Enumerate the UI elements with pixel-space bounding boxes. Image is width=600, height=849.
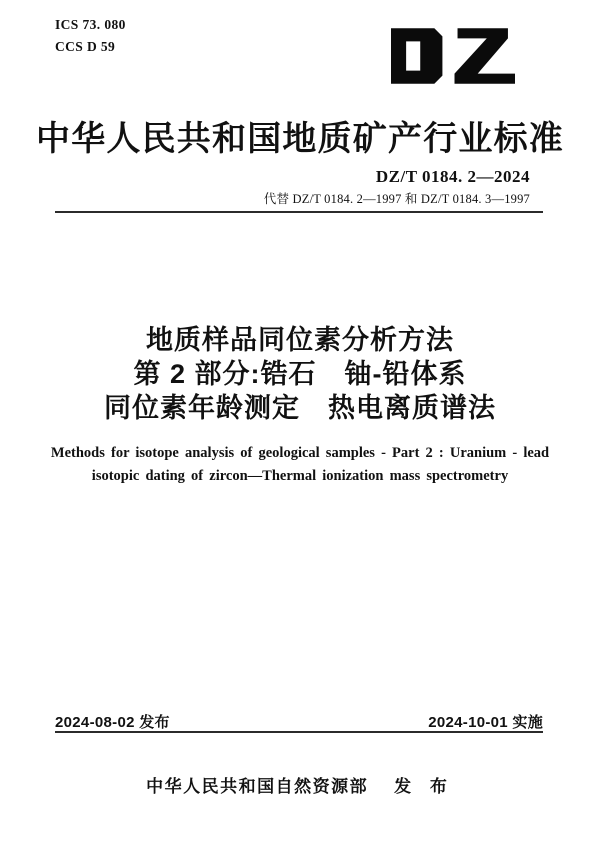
implementation-date: 2024-10-01 实施 [428,714,543,731]
ccs-code: CCS D 59 [55,39,116,54]
standard-number: DZ/T 0184. 2—2024 [375,167,530,186]
dz-logo-icon [391,27,515,85]
publisher-row [0,772,600,797]
document-title-cn [0,323,600,425]
replaces-note: 代替 DZ/T 0184. 2—1997 和 DZ/T 0184. 3—1997 [263,192,530,206]
title-cn-line-2: 第 2 部分:锆石 铀-铅体系 [133,359,467,389]
title-en-line-1: Methods for isotope analysis of geological samples - Part 2 : Uranium - lead [50,445,550,461]
bottom-divider [55,731,543,733]
publisher-name: 中华人民共和国自然资源部 [146,777,369,796]
title-cn-line-1: 地质样品同位素分析方法 [146,325,454,355]
title-cn-line-3: 同位素年龄测定 热电离质谱法 [104,393,496,423]
top-divider [55,211,543,213]
title-en-line-2: isotopic dating of zircon—Thermal ionization mass spectrometry [91,468,509,484]
issue-date: 2024-08-02 发布 [55,714,170,731]
document-title-en [0,442,600,488]
ics-code: ICS 73. 080 [55,17,126,32]
publish-label: 发 布 [394,777,454,796]
page-title: 中华人民共和国地质矿产行业标准 [36,120,564,158]
